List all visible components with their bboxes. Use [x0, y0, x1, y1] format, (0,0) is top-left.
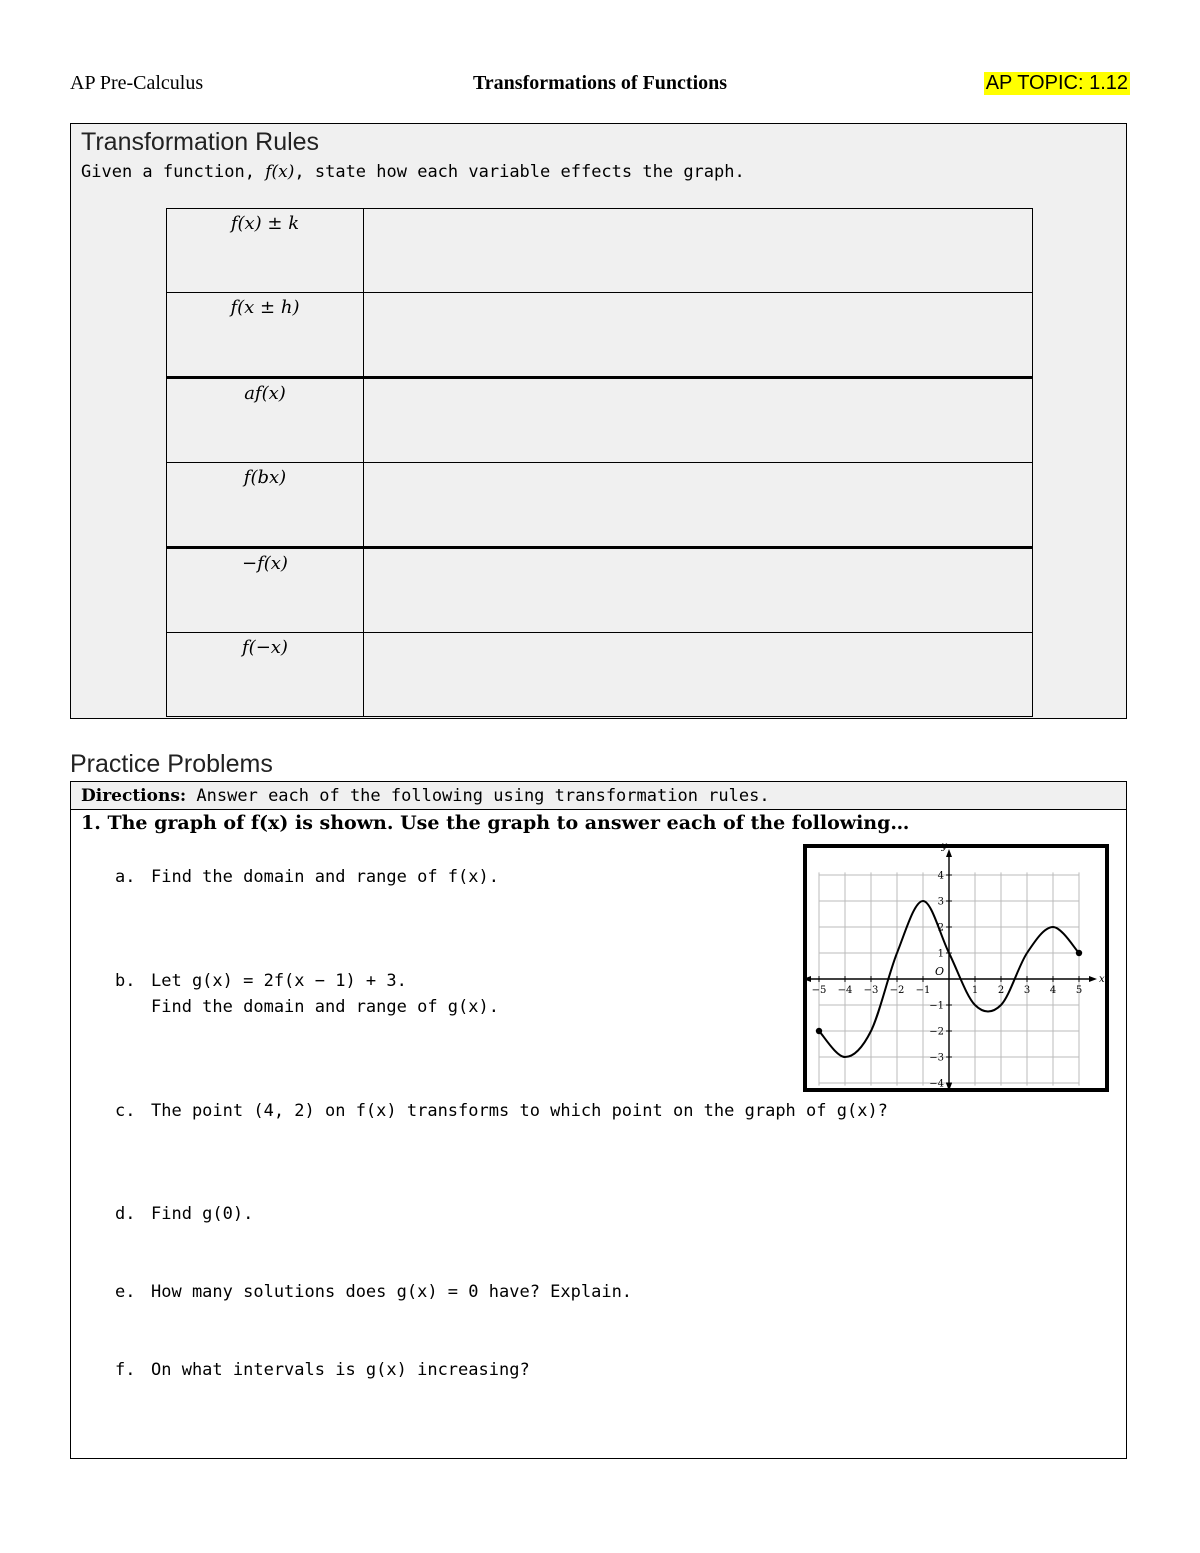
part-e: e. How many solutions does g(x) = 0 have? Explain.	[115, 1282, 633, 1302]
question-1: 1. The graph of f(x) is shown. Use the graph to answer each of the following…	[81, 812, 910, 834]
x-tick-label: −4	[837, 985, 853, 996]
y-axis-label: y	[941, 841, 947, 852]
part-a: a. Find the domain and range of f(x).	[115, 867, 499, 887]
rule-answer-cell[interactable]	[364, 633, 1033, 717]
part-f: f. On what intervals is g(x) increasing?	[115, 1360, 530, 1380]
y-axis-arrow	[946, 1083, 952, 1091]
rule-answer-cell[interactable]	[364, 293, 1033, 378]
rule-answer-cell[interactable]	[364, 463, 1033, 548]
x-axis-arrow	[803, 976, 811, 982]
function-graph	[803, 841, 1109, 1092]
transformation-rules-box	[70, 123, 1127, 719]
x-tick-label: −2	[889, 985, 905, 996]
endpoint-dot	[1076, 950, 1082, 956]
rule-expression: f(x) ± k	[167, 209, 364, 293]
part-d: d. Find g(0).	[115, 1204, 254, 1224]
y-tick-label: −1	[929, 1000, 944, 1012]
endpoint-dot	[816, 1028, 822, 1034]
y-tick-label: 1	[937, 948, 944, 960]
rule-answer-cell[interactable]	[364, 209, 1033, 293]
graph-svg	[807, 841, 1105, 1090]
x-axis-arrow	[1089, 976, 1097, 982]
rule-expression: f(−x)	[167, 633, 364, 717]
x-tick-label: 2	[997, 985, 1005, 996]
y-tick-label: 4	[937, 870, 944, 882]
topic-badge: AP TOPIC: 1.12	[985, 72, 1128, 94]
x-tick-label: 4	[1049, 985, 1057, 996]
x-tick-label: 1	[971, 985, 979, 996]
rule-expression: af(x)	[167, 378, 364, 463]
y-tick-label: −2	[929, 1026, 944, 1038]
x-tick-label: 3	[1023, 985, 1031, 996]
rule-expression: −f(x)	[167, 548, 364, 633]
directions-bar: Directions: Answer each of the following using transformation rules.	[71, 782, 1126, 810]
part-b: b. Let g(x) = 2f(x − 1) + 3. Find the domain and range of g(x).	[115, 971, 499, 1017]
x-tick-label: −3	[863, 985, 879, 996]
x-tick-label: −1	[915, 985, 931, 996]
rule-expression: f(bx)	[167, 463, 364, 548]
rules-subtitle: Given a function, f(x), state how each variable effects the graph.	[81, 162, 745, 182]
y-tick-label: −4	[929, 1078, 944, 1090]
y-tick-label: 3	[937, 896, 944, 908]
y-tick-label: 2	[937, 922, 944, 934]
course-name: AP Pre-Calculus	[70, 72, 204, 94]
rules-title: Transformation Rules	[81, 128, 320, 156]
origin-label: O	[934, 965, 944, 978]
rule-answer-cell[interactable]	[364, 378, 1033, 463]
x-tick-label: 5	[1075, 985, 1083, 996]
part-c: c. The point (4, 2) on f(x) transforms to which point on the graph of g(x)?	[115, 1101, 888, 1121]
x-tick-label: −5	[811, 985, 827, 996]
worksheet-title: Transformations of Functions	[472, 72, 728, 94]
rule-expression: f(x ± h)	[167, 293, 364, 378]
y-tick-label: −3	[929, 1052, 944, 1064]
practice-title: Practice Problems	[70, 750, 273, 778]
practice-box	[70, 781, 1127, 1459]
rules-table	[166, 208, 1033, 717]
rule-answer-cell[interactable]	[364, 548, 1033, 633]
x-axis-label: x	[1099, 974, 1105, 985]
